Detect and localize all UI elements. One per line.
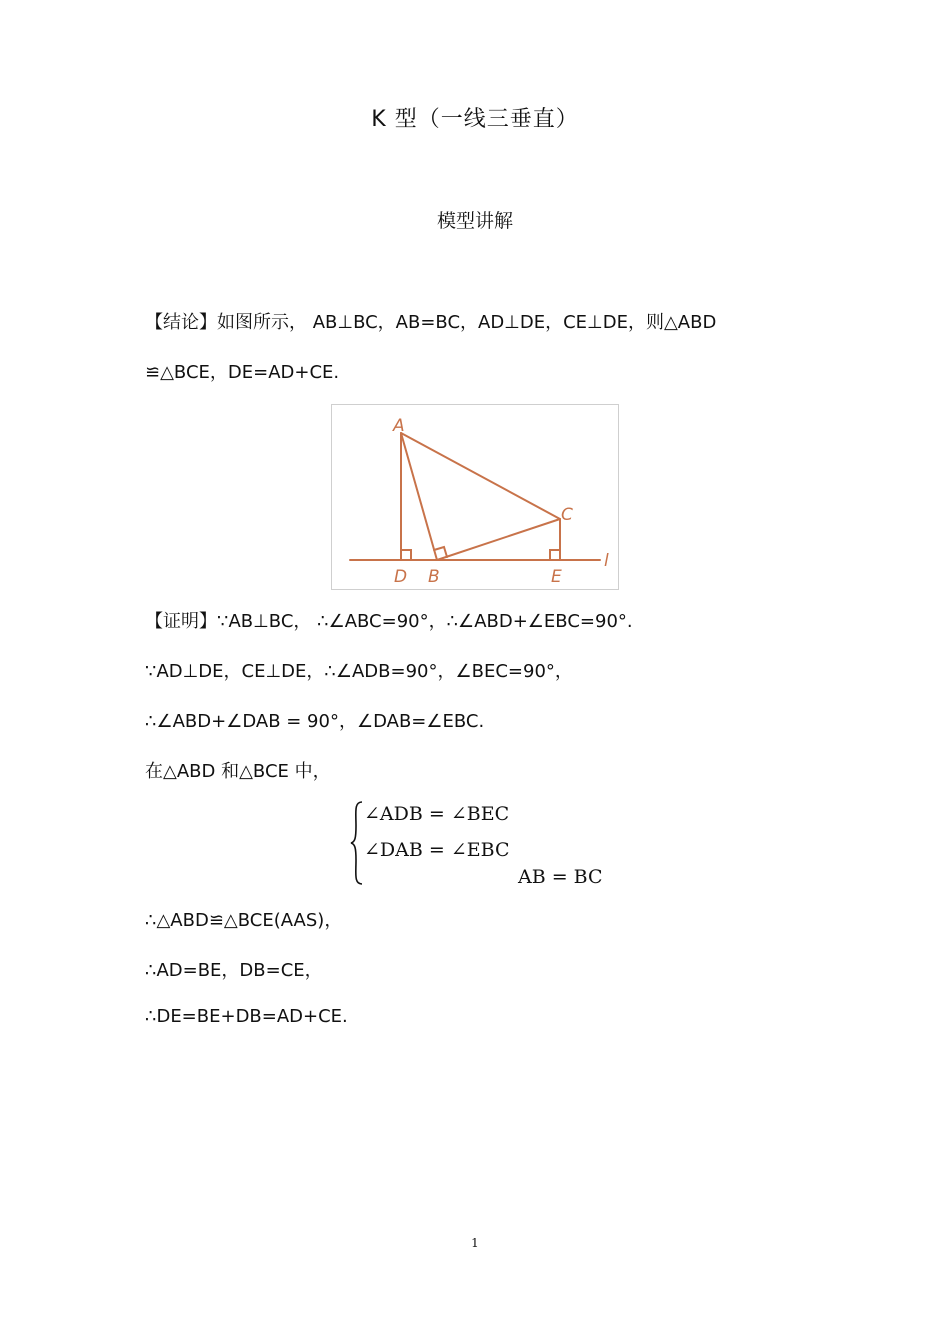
k-model-diagram bbox=[332, 405, 618, 589]
conclusion-line-1 bbox=[145, 308, 716, 334]
right-angle-d bbox=[401, 550, 411, 560]
right-angle-e bbox=[550, 550, 560, 560]
conclusion-line-2: ≌△BCE，DE=AD+CE. bbox=[145, 362, 340, 383]
label-b: B bbox=[428, 567, 440, 587]
proof-tag: 【证明】 bbox=[145, 611, 217, 632]
page-title: K 型（一线三垂直） bbox=[371, 107, 579, 132]
proof-line-4: 在△ABD 和△BCE 中， bbox=[145, 761, 331, 782]
congruence-system bbox=[350, 800, 620, 890]
proof-line-2: ∵AD⊥DE，CE⊥DE，∴∠ADB=90°，∠BEC=90°， bbox=[145, 661, 573, 682]
system-eq-3: AB = BC bbox=[518, 866, 603, 888]
system-eq-1: ∠ADB = ∠BEC bbox=[364, 803, 510, 825]
label-e: E bbox=[551, 567, 562, 587]
segment-ac bbox=[401, 433, 560, 519]
proof-text-1: ∵AB⊥BC， ∴∠ABC=90°，∴∠ABD+∠EBC=90°. bbox=[217, 611, 633, 632]
proof-line-1 bbox=[145, 607, 633, 633]
proof-line-5: ∴△ABD≌△BCE(AAS)， bbox=[145, 910, 343, 931]
conclusion-tag: 【结论】 bbox=[145, 312, 217, 333]
page-number: 1 bbox=[471, 1236, 479, 1250]
system-eq-2: ∠DAB = ∠EBC bbox=[364, 839, 510, 861]
label-c: C bbox=[561, 505, 573, 525]
section-subtitle: 模型讲解 bbox=[436, 210, 513, 232]
label-d: D bbox=[394, 567, 408, 587]
proof-line-3: ∴∠ABD+∠DAB = 90°，∠DAB=∠EBC. bbox=[145, 711, 485, 732]
left-brace bbox=[350, 800, 364, 886]
conclusion-text-1: 如图所示， AB⊥BC，AB=BC，AD⊥DE，CE⊥DE，则△ABD bbox=[217, 312, 717, 333]
segment-ab bbox=[401, 433, 437, 560]
label-a: A bbox=[393, 416, 405, 436]
proof-line-6: ∴AD=BE，DB=CE， bbox=[145, 960, 323, 981]
segment-bc bbox=[437, 519, 560, 560]
k-model-figure bbox=[331, 404, 619, 590]
proof-line-7: ∴DE=BE+DB=AD+CE. bbox=[145, 1006, 348, 1027]
label-l: l bbox=[604, 551, 609, 571]
